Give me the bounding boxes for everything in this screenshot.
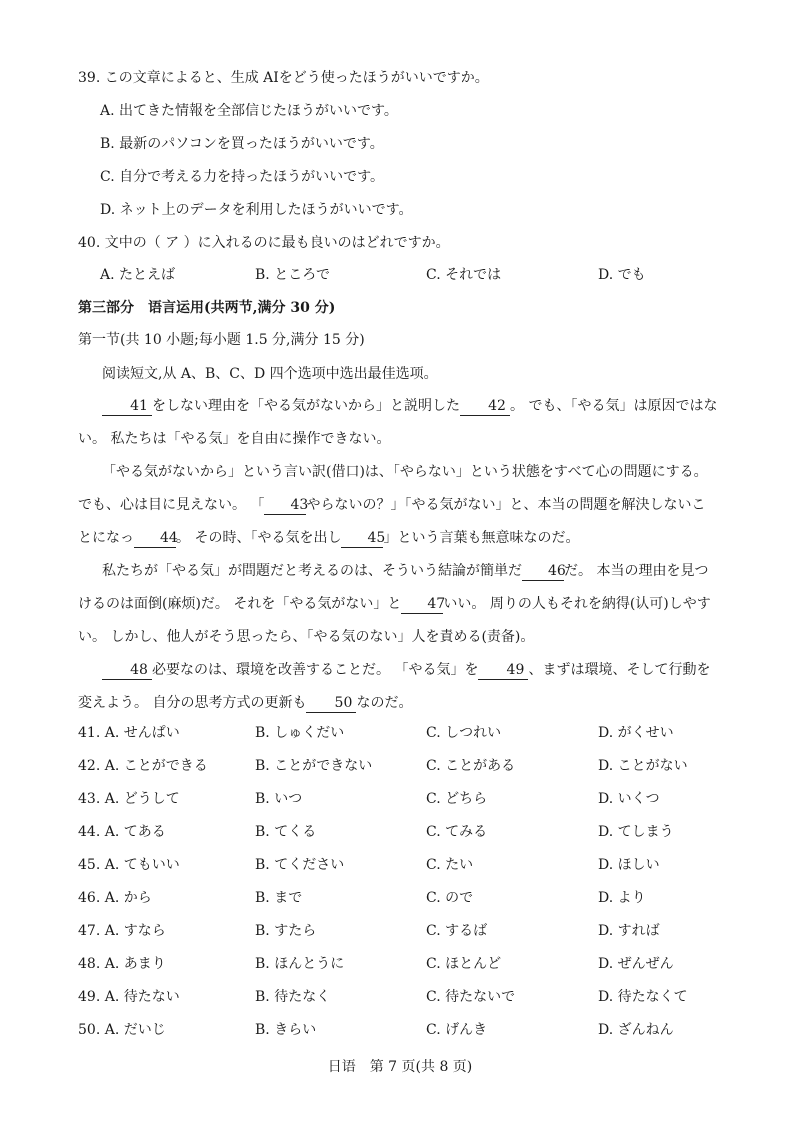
choice-c: C. げんき <box>426 1022 488 1038</box>
choice-a: 47. A. すなら <box>78 923 166 939</box>
choice-a: 48. A. あまり <box>78 956 166 972</box>
choice-c: C. 待たないで <box>426 989 516 1005</box>
choice-c: C. しつれい <box>426 725 502 741</box>
blank-42: 42 <box>460 397 510 416</box>
choice-row-45 <box>78 855 738 875</box>
choice-b: B. まで <box>255 890 303 906</box>
choice-d: D. ほしい <box>598 857 660 873</box>
passage-paragraph-4 <box>78 654 718 720</box>
choice-a: 46. A. から <box>78 890 152 906</box>
choice-d: D. がくせい <box>598 725 674 741</box>
question-39-option-d: D. ネット上のデータを利用したほうがいいです。 <box>100 202 413 218</box>
choice-c: C. ので <box>426 890 474 906</box>
question-40-options <box>100 265 740 285</box>
blank-48: 48 <box>102 661 152 680</box>
question-40-option-d: D. でも <box>598 267 646 283</box>
passage-text: 、まずは環境、そして行動を変えよう。 自分の思考方式の更新も <box>78 662 711 711</box>
choice-row-48 <box>78 954 738 974</box>
choice-c: C. するば <box>426 923 488 939</box>
choice-d: D. より <box>598 890 646 906</box>
choice-b: B. 待たなく <box>255 989 331 1005</box>
choice-row-44 <box>78 822 738 842</box>
passage-text: やらないの？」「やる気がない」と、本当の問題を解決しないことになっ <box>78 497 706 546</box>
choice-a: 49. A. 待たない <box>78 989 180 1005</box>
passage-paragraph-2 <box>78 456 718 555</box>
question-39-option-c: C. 自分で考える力を持ったほうがいいです。 <box>100 169 384 185</box>
choice-a: 42. A. ことができる <box>78 758 208 774</box>
passage-text: 私たちが「やる気」が問題だと考えるのは、そういう結論が簡単だ <box>102 563 522 579</box>
choice-row-41 <box>78 723 738 743</box>
choice-b: B. ほんとうに <box>255 956 345 972</box>
page-footer: 日语 第 7 页(共 8 页) <box>327 1059 473 1075</box>
choice-b: B. てくる <box>255 824 317 840</box>
passage-text: 」という言葉も無意味なのだ。 <box>383 530 580 546</box>
question-39-stem: 39. この文章によると、生成 AIをどう使ったほうがいいですか。 <box>78 70 489 86</box>
passage-text: 。 その時、「やる気を出し <box>176 530 342 546</box>
choice-b: B. しゅくだい <box>255 725 345 741</box>
choice-row-46 <box>78 888 738 908</box>
choice-d: D. 待たなくて <box>598 989 688 1005</box>
blank-45: 45 <box>341 529 383 548</box>
choice-d: D. ことがない <box>598 758 688 774</box>
choice-b: B. いつ <box>255 791 303 807</box>
choice-d: D. いくつ <box>598 791 660 807</box>
choice-row-50 <box>78 1020 738 1040</box>
question-40-stem: 40. 文中の（ ア ）に入れるのに最も良いのはどれですか。 <box>78 235 450 251</box>
passage-paragraph-1 <box>78 390 718 456</box>
choice-a: 45. A. てもいい <box>78 857 180 873</box>
blank-41: 41 <box>102 397 152 416</box>
section-subtitle: 第一节(共 10 小题;每小题 1.5 分,满分 15 分) <box>78 332 365 348</box>
passage-text: をしない理由を「やる気がないから」と説明した <box>152 398 460 414</box>
passage-paragraph-3 <box>78 555 718 654</box>
choice-row-43 <box>78 789 738 809</box>
blank-44: 44 <box>134 529 176 548</box>
blank-43: 43 <box>264 496 306 515</box>
choice-a: 43. A. どうして <box>78 791 180 807</box>
section-instruction: 阅读短文,从 A、B、C、D 四个选项中选出最佳选项。 <box>102 366 438 382</box>
passage-text: いい。 周りの人もそれを納得(认可)しやすい。 しかし、他人がそう思ったら、「やる気のない」人を責める(责备)。 <box>78 596 711 645</box>
choice-c: C. どちら <box>426 791 488 807</box>
blank-47: 47 <box>401 595 443 614</box>
choice-b: B. ことができない <box>255 758 373 774</box>
choice-a: 41. A. せんぱい <box>78 725 180 741</box>
choice-d: D. ざんねん <box>598 1022 674 1038</box>
question-39-option-a: A. 出てきた情報を全部信じたほうがいいです。 <box>100 103 398 119</box>
question-40-option-c: C. それでは <box>426 267 502 283</box>
choice-c: C. ことがある <box>426 758 516 774</box>
choice-c: C. たい <box>426 857 474 873</box>
blank-50: 50 <box>306 694 356 713</box>
choice-b: B. すたら <box>255 923 317 939</box>
choice-d: D. すれば <box>598 923 660 939</box>
choice-c: C. ほとんど <box>426 956 502 972</box>
question-39-option-b: B. 最新のパソコンを買ったほうがいいです。 <box>100 136 384 152</box>
choice-b: B. きらい <box>255 1022 317 1038</box>
question-40-option-a: A. たとえば <box>100 267 176 283</box>
passage-text: 必要なのは、環境を改善することだ。 「やる気」を <box>152 662 479 678</box>
choice-d: D. てしまう <box>598 824 674 840</box>
choice-a: 50. A. だいじ <box>78 1022 166 1038</box>
passage-text: 。 でも、「やる気」は原因ではない。 私たちは「やる気」を自由に操作できない。 <box>78 398 718 447</box>
choice-a: 44. A. てある <box>78 824 166 840</box>
passage-text: 「やる気がないから」という言い訳(借口)は、「やらない」という状態をすべて心の問題にする。でも、心は目に見えない。 「 <box>78 464 708 513</box>
passage-text: なのだ。 <box>356 695 413 711</box>
choice-row-47 <box>78 921 738 941</box>
blank-49: 49 <box>478 661 528 680</box>
part-title: 第三部分 语言运用(共两节,满分 30 分) <box>78 300 336 316</box>
question-40-option-b: B. ところで <box>255 267 331 283</box>
choice-c: C. てみる <box>426 824 488 840</box>
choice-d: D. ぜんぜん <box>598 956 674 972</box>
choice-row-42 <box>78 756 738 776</box>
blank-46: 46 <box>522 562 564 581</box>
choice-row-49 <box>78 987 738 1007</box>
passage-text: だ。 本当の理由を見つけるのは面倒(麻烦)だ。 それを「やる気がない」と <box>78 563 709 612</box>
choice-b: B. てください <box>255 857 345 873</box>
